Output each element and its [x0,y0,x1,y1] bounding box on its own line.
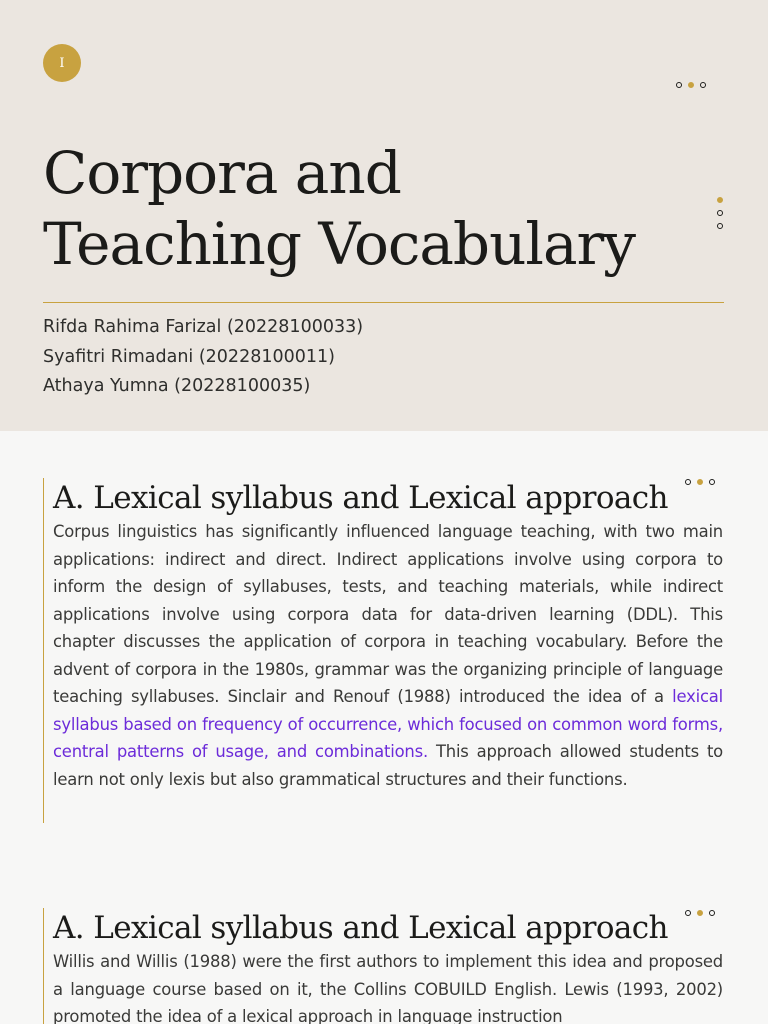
title-slide [0,0,768,431]
section-body [53,518,723,793]
section-body: Willis and Willis (1988) were the first authors to implement this idea and proposed a language course based on it, the Collins COBUILD English. Lewis (1993, 2002) promoted the idea of a lexical approach in language instruction [53,952,723,1024]
section-heading: A. Lexical syllabus and Lexical approach [53,910,668,946]
section-lexical-syllabus-1 [43,478,723,823]
section-lexical-syllabus-2 [43,908,723,1024]
author-name: Athaya Yumna (20228100035) [43,376,311,396]
highlighted-text: lexical syllabus based on frequency of occurrence, which focused on common word forms, central patterns of usage, and combinations. [53,687,723,761]
dot-icon [688,82,694,88]
author-name: Rifda Rahima Farizal (20228100033) [43,317,364,337]
body-text: Corpus linguistics has significantly influenced language teaching, with two main applications: indirect and direct. Indirect applications involve using corpora to inform the design of syllabuses, tests, and teaching materials, while indirect applications involve using corpora data for data-driven learning (DDL). This chapter discusses the application of corpora in teaching vocabulary. Before the advent of corpora in the 1980s, grammar was the organizing principle of language teaching syllabuses. Sinclair and Renouf (1988) introduced the idea of a [53,522,723,706]
title-line-2: Teaching Vocabulary [43,210,636,278]
section-heading: A. Lexical syllabus and Lexical approach [53,480,668,516]
title-divider [43,302,724,303]
slide-number-badge: I [43,44,81,82]
author-name: Syafitri Rimadani (20228100011) [43,346,335,367]
dot-icon [700,82,706,88]
title-line-1: Corpora and [43,139,401,207]
dots-decoration-icon [676,82,706,88]
body-text: This approach allowed students to learn not only lexis but also grammatical structures and their functions. [53,742,723,789]
dot-icon [676,82,682,88]
presentation-title [43,138,723,280]
author-list [43,313,363,402]
